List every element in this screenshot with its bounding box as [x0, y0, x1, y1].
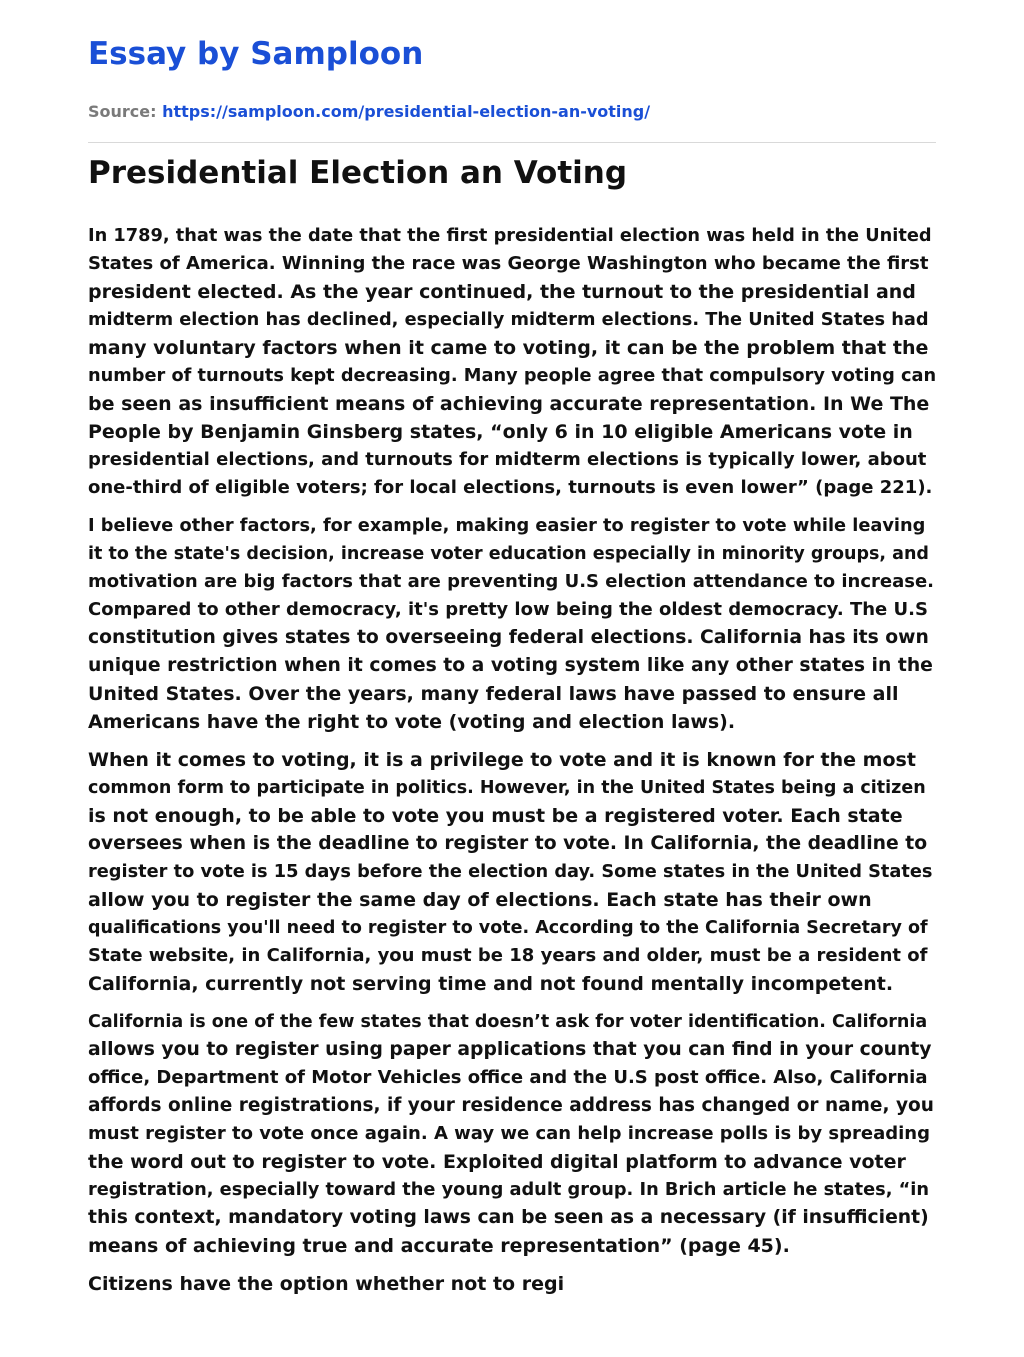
paragraph-line: California, currently not serving time and not found mentally incompetent.: [88, 973, 894, 995]
paragraph-line: president elected. As the year continued, the turnout to the presidential and: [88, 281, 916, 303]
paragraph-line: States of America. Winning the race was George Washington who became the first: [88, 253, 929, 274]
paragraph-line: must register to vote once again. A way we can help increase polls is by spreading: [88, 1123, 931, 1144]
paragraph-line: California is one of the few states that doesn’t ask for voter identification. California: [88, 1012, 928, 1032]
paragraph-4: [88, 1008, 936, 1260]
paragraph-line: registration, especially toward the young adult group. In Brich article he states, “in: [88, 1180, 930, 1200]
paragraph-line: common form to participate in politics. However, in the United States being a citizen: [88, 778, 926, 798]
paragraph-line: be seen as insufficient means of achieving accurate representation. In We The: [88, 393, 930, 415]
paragraph-line: is not enough, to be able to vote you must be a registered voter. Each state: [88, 805, 903, 827]
paragraph-line: office, Department of Motor Vehicles office and the U.S post office. Also, California: [88, 1067, 928, 1088]
paragraph-line: one-third of eligible voters; for local elections, turnouts is even lower” (page 221).: [88, 477, 933, 498]
paragraph-line: constitution gives states to overseeing federal elections. California has its own: [88, 627, 929, 648]
paragraph-line: oversees when is the deadline to register to vote. In California, the deadline to: [88, 833, 928, 854]
paragraph-5: [88, 1270, 936, 1298]
paragraph-line: register to vote is 15 days before the election day. Some states in the United States: [88, 862, 933, 882]
essay-body: [88, 222, 936, 1308]
paragraph-line: presidential elections, and turnouts for midterm elections is typically lower, about: [88, 449, 927, 470]
paragraph-line: number of turnouts kept decreasing. Many people agree that compulsory voting can: [88, 366, 936, 386]
brand-title: Essay by Samploon: [88, 36, 424, 72]
paragraph-line: affords online registrations, if your residence address has changed or name, you: [88, 1095, 934, 1116]
paragraph-line: this context, mandatory voting laws can be seen as a necessary (if insufficient): [88, 1207, 929, 1228]
paragraph-line: many voluntary factors when it came to voting, it can be the problem that the: [88, 337, 929, 359]
paragraph-line: the word out to register to vote. Exploited digital platform to advance voter: [88, 1151, 906, 1173]
source-label: Source:: [88, 102, 163, 121]
paragraph-line: qualifications you'll need to register to vote. According to the California Secretary of: [88, 918, 928, 938]
source-line: [88, 102, 650, 121]
paragraph-line: unique restriction when it comes to a voting system like any other states in the: [88, 655, 933, 676]
paragraph-line: motivation are big factors that are preventing U.S election attendance to increase.: [88, 571, 934, 592]
paragraph-2: [88, 512, 936, 736]
paragraph-line: means of achieving true and accurate representation” (page 45).: [88, 1235, 790, 1257]
paragraph-line: I believe other factors, for example, making easier to register to vote while leaving: [88, 516, 926, 536]
paragraph-line: In 1789, that was the date that the first presidential election was held in the United: [88, 226, 932, 246]
paragraph-line: it to the state's decision, increase voter education especially in minority groups, and: [88, 544, 929, 564]
paragraph-line: allow you to register the same day of elections. Each state has their own: [88, 889, 872, 911]
paragraph-line: midterm election has declined, especially midterm elections. The United States had: [88, 310, 929, 330]
essay-title: Presidential Election an Voting: [88, 155, 628, 191]
paragraph-line: When it comes to voting, it is a privilege to vote and it is known for the most: [88, 749, 916, 771]
header-divider: [88, 142, 936, 143]
paragraph-line: United States. Over the years, many federal laws have passed to ensure all: [88, 683, 899, 705]
paragraph-line: Americans have the right to vote (voting and election laws).: [88, 711, 736, 733]
paragraph-line: Citizens have the option whether not to regi: [88, 1273, 565, 1295]
paragraph-line: State website, in California, you must be 18 years and older, must be a resident of: [88, 945, 928, 966]
paragraph-1: [88, 222, 936, 502]
paragraph-line: allows you to register using paper applications that you can find in your county: [88, 1039, 932, 1060]
source-link[interactable]: https://samploon.com/presidential-election-an-voting/: [162, 102, 651, 121]
paragraph-3: [88, 746, 936, 998]
paragraph-line: Compared to other democracy, it's pretty low being the oldest democracy. The U.S: [88, 599, 928, 620]
paragraph-line: People by Benjamin Ginsberg states, “only 6 in 10 eligible Americans vote in: [88, 421, 913, 443]
